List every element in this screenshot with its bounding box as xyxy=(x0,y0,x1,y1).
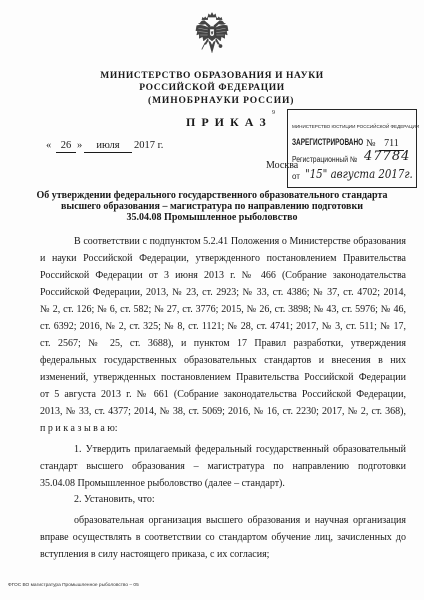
body-paragraph xyxy=(40,512,406,563)
date-day: 26 xyxy=(56,139,76,153)
text-line: федеральных государственных образовательных стандартов и внесения в них xyxy=(40,355,406,366)
text-line: Российской Федерации от 3 июня 2013 г. № 466 (Собрание законодательства xyxy=(40,270,406,281)
text-line: ст. 2567; № 25, ст. 3688), и пунктом 17 Правил разработки, утверждения xyxy=(40,338,406,349)
title-line: высшего образования – магистратура по направлению подготовки xyxy=(61,201,363,212)
text-line: 35.04.08 Промышленное рыболовство (далее – стандарт). xyxy=(40,478,285,489)
text-line: 2013, № 33, ст. 4377; 2014, № 38, ст. 5069; 2016, № 16, ст. 2230; 2017, № 2, ст. 368), xyxy=(40,406,406,417)
text-line: В соответствии с подпунктом 5.2.41 Положения о Министерстве образования xyxy=(74,236,406,247)
text-line: вправе осуществлять в соответствии со стандартом обучение лиц, зачисленных до xyxy=(40,532,406,543)
date-open-quote: « xyxy=(46,140,52,151)
text-line: № 2, ст. 126; № 6, ст. 582; № 27, ст. 3776; 2015, № 26, ст. 3898; № 43, ст. 5976; № 46, xyxy=(40,304,406,315)
ministry-name-line-1: МИНИСТЕРСТВО ОБРАЗОВАНИЯ И НАУКИ xyxy=(100,71,324,81)
text-line: 1. Утвердить прилагаемый федеральный государственный образовательный xyxy=(74,444,406,455)
stamp-authority: МИНИСТЕРСТВО ЮСТИЦИИ РОССИЙСКОЙ ФЕДЕРАЦИИ xyxy=(292,124,420,129)
text-line: стандарт высшего образования – магистратура по направлению подготовки xyxy=(40,461,406,472)
title-line: Об утверждении федерального государственного образовательного стандарта xyxy=(36,190,388,201)
text-line: изменений, утвержденных постановлением Правительства Российской Федерации xyxy=(40,372,406,383)
text-line: от 5 августа 2013 г. № 661 (Собрание законодательства Российской Федерации, xyxy=(40,389,406,400)
page-footer: ФГОС ВО магистратура Промышленное рыболовство – 05 xyxy=(8,583,139,588)
stamp-registration-number: 47784 xyxy=(364,149,411,164)
document-type-heading: П Р И К А З xyxy=(186,115,268,129)
date-month: июля xyxy=(84,139,132,153)
document-title xyxy=(0,190,424,223)
title-line: 35.04.08 Промышленное рыболовство xyxy=(126,212,298,223)
body-paragraph xyxy=(40,491,406,508)
order-number-value: 711 xyxy=(379,138,404,151)
stamp-date-value: "15" августа 2017г. xyxy=(305,167,413,181)
date-close-quote: » xyxy=(77,140,83,151)
text-line: ст. 6392; 2016, № 2, ст. 325; № 8, ст. 1121; № 28, ст. 4741; 2017, № 3, ст. 511; № 17, xyxy=(40,321,406,332)
russian-coat-of-arms-icon xyxy=(195,12,229,58)
text-line: вступления в силу настоящего приказа, с их согласия; xyxy=(40,549,270,560)
date-year: 2017 г. xyxy=(134,140,164,151)
text-line: Российской Федерации, 2013, № 23, ст. 2923; № 33, ст. 4386; № 37, ст. 4702; 2014, xyxy=(40,287,406,298)
stamp-registration-label: Регистрационный № xyxy=(292,155,358,164)
stamp-date-label: от xyxy=(292,172,300,181)
ministry-name-line-2: РОССИЙСКОЙ ФЕДЕРАЦИИ xyxy=(139,83,285,93)
order-number-label: № xyxy=(366,138,376,149)
text-line: п р и к а з ы в а ю: xyxy=(40,423,118,434)
text-line: и науки Российской Федерации, утвержденного постановлением Правительства xyxy=(40,253,406,264)
text-line: образовательная организация высшего образования и научная организация xyxy=(74,515,406,526)
text-line: 2. Установить, что: xyxy=(74,494,155,505)
document-type-mark: 9 xyxy=(272,110,275,116)
body-paragraph xyxy=(40,441,406,492)
city-name: Москва xyxy=(266,160,299,171)
stamp-status: ЗАРЕГИСТРИРОВАНО xyxy=(292,137,364,147)
body-paragraph xyxy=(40,233,406,437)
ministry-short-name: (МИНОБРНАУКИ РОССИИ) xyxy=(148,96,295,106)
